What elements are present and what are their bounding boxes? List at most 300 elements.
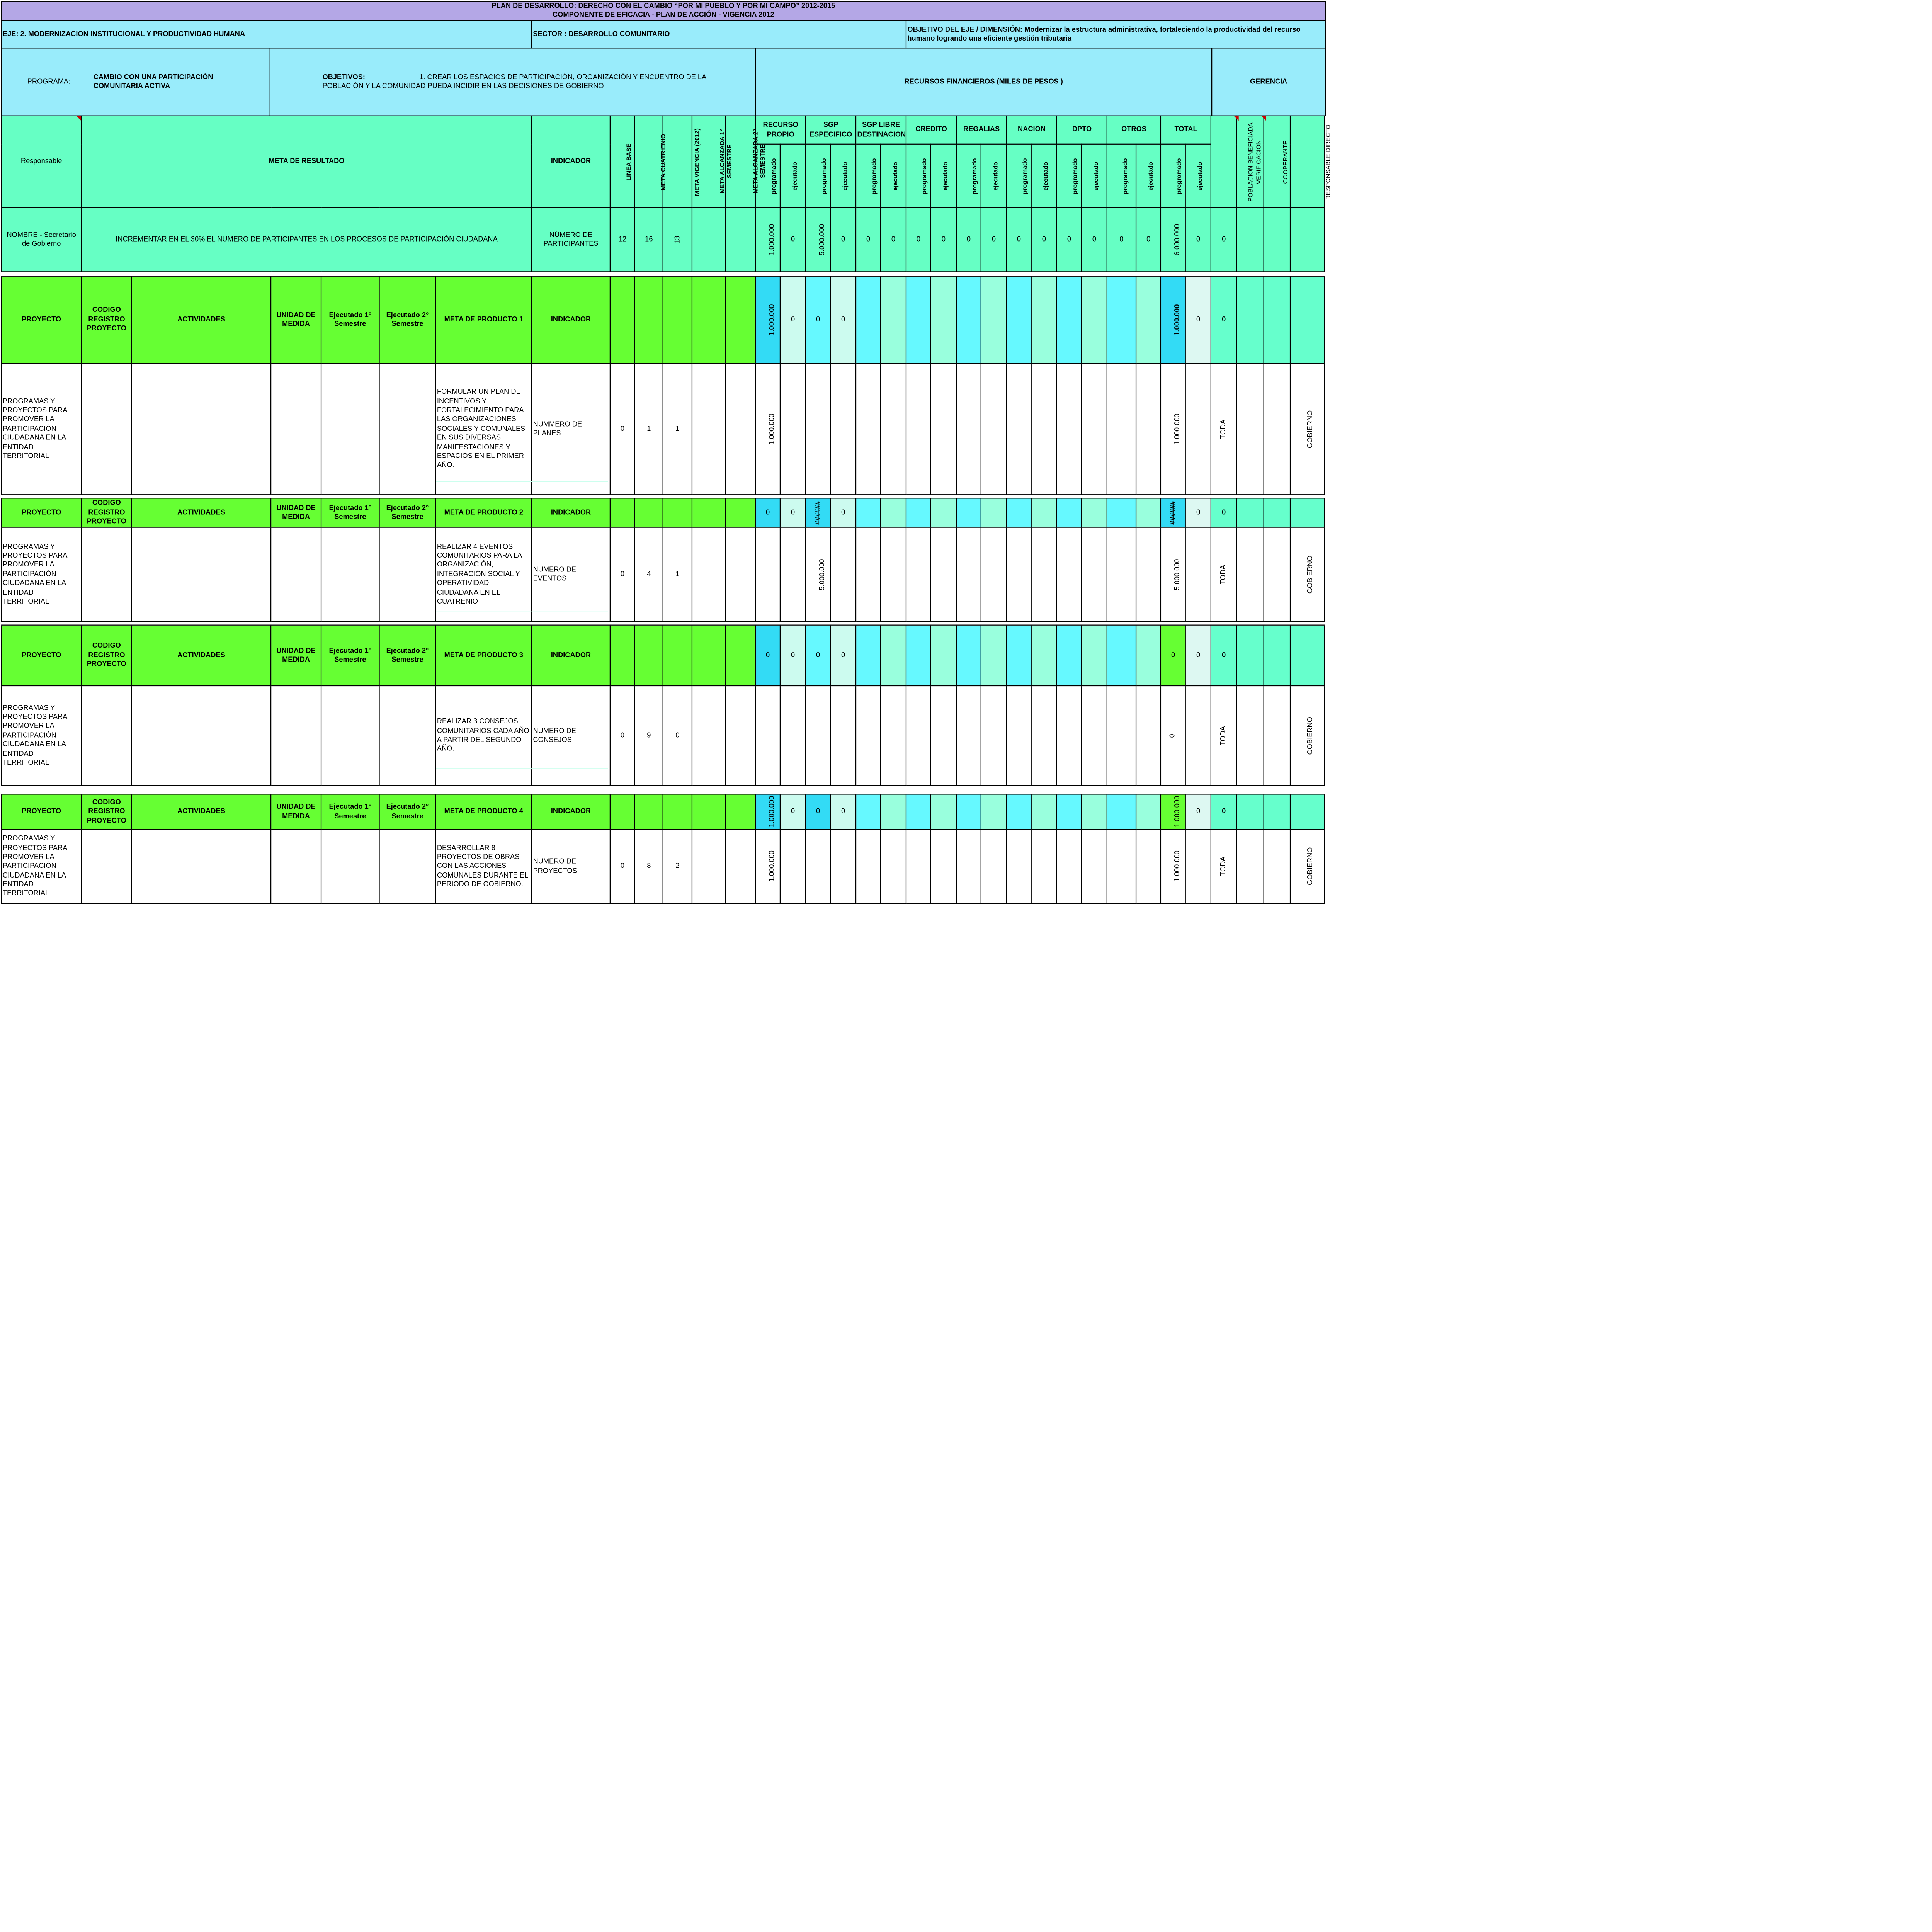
result-value: 0: [931, 207, 956, 272]
empty-cell: [1136, 276, 1161, 364]
rp-ejec: 0: [780, 276, 806, 364]
result-value: 0: [956, 207, 981, 272]
unidad-value: [271, 527, 321, 622]
empty-cell: [906, 364, 931, 495]
meta-cuatrienio-value: 9: [635, 686, 663, 786]
empty-cell: [856, 276, 881, 364]
sgp-prog: ######: [806, 498, 830, 527]
result-value: 0: [1107, 207, 1136, 272]
empty-cell: [1264, 527, 1290, 622]
empty-cell: [1264, 625, 1290, 686]
empty-cell: [1007, 794, 1031, 829]
subheader-ejecutado: ejecutado: [1136, 144, 1161, 207]
unidad-value: [271, 830, 321, 904]
empty-cell: [610, 276, 635, 364]
empty-cell: [1290, 625, 1325, 686]
empty-cell: [931, 830, 956, 904]
empty-cell: [635, 276, 663, 364]
empty-cell: [931, 527, 956, 622]
cell-underline: [436, 481, 608, 482]
header-dpto: DPTO: [1057, 116, 1107, 144]
sgp-prog: 0: [806, 625, 830, 686]
result-value: 0: [906, 207, 931, 272]
ej2-label: Ejecutado 2° Semestre: [379, 276, 436, 364]
empty-cell: [635, 498, 663, 527]
empty-cell: [981, 830, 1007, 904]
empty-cell: [906, 498, 931, 527]
meta-cuatrienio-value: 1: [635, 364, 663, 495]
subheader-programado: programado: [906, 144, 931, 207]
empty-cell: [881, 794, 906, 829]
gerencia-title: GERENCIA: [1212, 48, 1325, 116]
codigo-value: [82, 686, 132, 786]
rp-prog-value: [755, 527, 780, 622]
sgp-prog-value: 5.000.000: [806, 527, 830, 622]
codigo-label: CODIGO REGISTRO PROYECTO: [82, 794, 132, 829]
empty-cell: [1057, 794, 1082, 829]
empty-cell: [881, 276, 906, 364]
codigo-label: CODIGO REGISTRO PROYECTO: [82, 276, 132, 364]
codigo-label: CODIGO REGISTRO PROYECTO: [82, 625, 132, 686]
subheader-ejecutado: ejecutado: [981, 144, 1007, 207]
empty-cell: [1264, 276, 1290, 364]
empty-cell: [780, 830, 806, 904]
empty-cell: [1236, 364, 1264, 495]
empty-cell: [1264, 364, 1290, 495]
total-prog: 1.000.000: [1161, 794, 1185, 829]
total-prog-value: 5.000.000: [1161, 527, 1185, 622]
empty-cell: [1185, 686, 1211, 786]
empty-cell: [1236, 276, 1264, 364]
header-meta-alcanzada-1: META ALCANZADA 1° SEMESTRE: [692, 116, 726, 207]
actividades-value: [132, 830, 271, 904]
empty-cell: [1031, 625, 1057, 686]
empty-cell: [1264, 794, 1290, 829]
unidad-label: UNIDAD DE MEDIDA: [271, 276, 321, 364]
codigo-value: [82, 830, 132, 904]
empty-cell: [956, 276, 981, 364]
unidad-value: [271, 364, 321, 495]
proyecto-label: PROYECTO: [1, 498, 81, 527]
empty-cell: [635, 794, 663, 829]
rp-ejec: 0: [780, 794, 806, 829]
empty-cell: [956, 498, 981, 527]
empty-cell: [856, 625, 881, 686]
empty-cell: [830, 686, 856, 786]
empty-cell: [906, 625, 931, 686]
total-prog-value: 1.000.000: [1161, 830, 1185, 904]
result-verificacion: [1236, 207, 1264, 272]
subheader-ejecutado: ejecutado: [830, 144, 856, 207]
result-meta-cuatrienio: 16: [635, 207, 663, 272]
total-ejec: 0: [1185, 498, 1211, 527]
header-meta-vigencia: META VIGENCIA (2012): [663, 116, 692, 207]
empty-cell: [663, 498, 692, 527]
empty-cell: [1107, 276, 1136, 364]
empty-cell: [956, 527, 981, 622]
ej2-label: Ejecutado 2° Semestre: [379, 625, 436, 686]
sgp-ejec: 0: [830, 625, 856, 686]
rp-prog: 0: [755, 625, 780, 686]
result-poblacion: 0: [1211, 207, 1236, 272]
result-value: 0: [1082, 207, 1107, 272]
result-value: 0: [1136, 207, 1161, 272]
project-header-row: [1, 498, 1325, 527]
subheader-ejecutado: ejecutado: [881, 144, 906, 207]
recursos-title: RECURSOS FINANCIEROS (MILES DE PESOS ): [755, 48, 1212, 116]
empty-cell: [1264, 830, 1290, 904]
project-header-row: [1, 276, 1325, 364]
empty-cell: [1031, 794, 1057, 829]
empty-cell: [1290, 498, 1325, 527]
project-name: PROGRAMAS Y PROYECTOS PARA PROMOVER LA PARTICIPACIÓN CIUDADANA EN LA ENTIDAD TERRITORIAL: [1, 686, 81, 786]
header-cooperante: COOPERANTE: [1264, 116, 1290, 207]
comment-marker[interactable]: [1234, 116, 1238, 121]
poblacion-value: 0: [1211, 625, 1236, 686]
total-prog: ######: [1161, 498, 1185, 527]
empty-cell: [1031, 527, 1057, 622]
empty-cell: [726, 498, 756, 527]
codigo-value: [82, 364, 132, 495]
meta-producto-label: META DE PRODUCTO 1: [435, 276, 532, 364]
empty-cell: [1031, 498, 1057, 527]
empty-cell: [830, 527, 856, 622]
header-total: TOTAL: [1161, 116, 1211, 144]
rp-ejec: 0: [780, 498, 806, 527]
empty-cell: [1136, 686, 1161, 786]
subheader-ejecutado: ejecutado: [1082, 144, 1107, 207]
actividades-label: ACTIVIDADES: [132, 625, 271, 686]
subheader-programado: programado: [1107, 144, 1136, 207]
empty-cell: [1057, 276, 1082, 364]
actividades-label: ACTIVIDADES: [132, 276, 271, 364]
empty-cell: [830, 830, 856, 904]
empty-cell: [1057, 625, 1082, 686]
result-rp-ejec: 0: [780, 207, 806, 272]
empty-cell: [1136, 498, 1161, 527]
sgp-ejec: 0: [830, 498, 856, 527]
empty-cell: [780, 527, 806, 622]
result-value: 0: [1057, 207, 1082, 272]
empty-cell: [1057, 364, 1082, 495]
empty-cell: [856, 830, 881, 904]
rp-prog: 1.000.000: [755, 794, 780, 829]
empty-cell: [931, 794, 956, 829]
empty-cell: [692, 686, 726, 786]
empty-cell: [1007, 527, 1031, 622]
empty-cell: [856, 364, 881, 495]
empty-cell: [856, 686, 881, 786]
meta-cuatrienio-value: 4: [635, 527, 663, 622]
empty-cell: [1031, 276, 1057, 364]
empty-cell: [1057, 830, 1082, 904]
subheader-ejecutado: ejecutado: [931, 144, 956, 207]
proyecto-label: PROYECTO: [1, 625, 81, 686]
total-prog: 1.000.000: [1161, 276, 1185, 364]
actividades-value: [132, 527, 271, 622]
empty-cell: [1107, 794, 1136, 829]
responsable-directo-text: GOBIERNO: [1290, 830, 1325, 904]
empty-cell: [1082, 830, 1107, 904]
empty-cell: [1031, 364, 1057, 495]
meta-producto-label: META DE PRODUCTO 4: [435, 794, 532, 829]
empty-cell: [1290, 794, 1325, 829]
empty-cell: [1264, 686, 1290, 786]
sgp-prog-value: [806, 686, 830, 786]
empty-cell: [956, 364, 981, 495]
rp-prog-value: 1.000.000: [755, 364, 780, 495]
project-name: PROGRAMAS Y PROYECTOS PARA PROMOVER LA PARTICIPACIÓN CIUDADANA EN LA ENTIDAD TERRITORIAL: [1, 830, 81, 904]
ej2-label: Ejecutado 2° Semestre: [379, 794, 436, 829]
actividades-label: ACTIVIDADES: [132, 498, 271, 527]
empty-cell: [1185, 527, 1211, 622]
empty-cell: [1107, 830, 1136, 904]
empty-cell: [1031, 830, 1057, 904]
empty-cell: [1057, 527, 1082, 622]
result-meta: INCREMENTAR EN EL 30% EL NUMERO DE PARTICIPANTES EN LOS PROCESOS DE PARTICIPACIÓN CIUDADANA: [82, 207, 532, 272]
empty-cell: [1185, 364, 1211, 495]
empty-cell: [726, 364, 756, 495]
empty-cell: [692, 625, 726, 686]
meta-cuatrienio-value: 8: [635, 830, 663, 904]
linea-base-value: 0: [610, 830, 635, 904]
linea-base-value: 0: [610, 527, 635, 622]
empty-cell: [1082, 686, 1107, 786]
empty-cell: [726, 830, 756, 904]
empty-cell: [726, 527, 756, 622]
empty-cell: [692, 527, 726, 622]
rp-prog-value: [755, 686, 780, 786]
total-ejec: 0: [1185, 625, 1211, 686]
empty-cell: [692, 364, 726, 495]
ej1-label: Ejecutado 1° Semestre: [321, 625, 379, 686]
project-detail-row: [1, 830, 1325, 904]
indicador-text: NUMERO DE CONSEJOS: [532, 686, 610, 786]
rp-ejec: 0: [780, 625, 806, 686]
header-responsable: Responsable: [1, 116, 81, 207]
eje-table: [1, 20, 1326, 48]
empty-cell: [1236, 830, 1264, 904]
ej1-value: [321, 527, 379, 622]
meta-producto-text: FORMULAR UN PLAN DE INCENTIVOS Y FORTALECIMIENTO PARA LAS ORGANIZACIONES SOCIALES Y COMUNALES EN SUS DIVERSAS MANIFESTACIONES Y ESPACIOS EN EL PRIMER AÑO.: [435, 364, 532, 495]
meta-vigencia-value: 2: [663, 830, 692, 904]
empty-cell: [1136, 364, 1161, 495]
header-meta-cuatrienio: META CUATRIENIO: [635, 116, 663, 207]
poblacion-value: 0: [1211, 498, 1236, 527]
page-title: PLAN DE DESARROLLO: DERECHO CON EL CAMBIO “POR MI PUEBLO Y POR MI CAMPO” 2012-2015 COMPONENTE DE EFICACIA - PLAN DE ACCIÓN - VIGENCIA 2012: [1, 1, 1325, 20]
empty-cell: [780, 364, 806, 495]
empty-cell: [931, 276, 956, 364]
empty-cell: [1057, 498, 1082, 527]
total-prog-value: 0: [1161, 686, 1185, 786]
empty-cell: [726, 794, 756, 829]
header-recurso-propio: RECURSO PROPIO: [755, 116, 806, 144]
project-name: PROGRAMAS Y PROYECTOS PARA PROMOVER LA PARTICIPACIÓN CIUDADANA EN LA ENTIDAD TERRITORIAL: [1, 527, 81, 622]
empty-cell: [1082, 625, 1107, 686]
subheader-programado: programado: [1161, 144, 1185, 207]
empty-cell: [692, 498, 726, 527]
indicador-label: INDICADOR: [532, 794, 610, 829]
result-cooperante: [1264, 207, 1290, 272]
empty-cell: [1107, 625, 1136, 686]
codigo-value: [82, 527, 132, 622]
ej2-value: [379, 686, 436, 786]
header-meta-resultado: META DE RESULTADO: [82, 116, 532, 207]
empty-cell: [1236, 498, 1264, 527]
empty-cell: [1007, 830, 1031, 904]
empty-cell: [1082, 364, 1107, 495]
ej1-value: [321, 830, 379, 904]
empty-cell: [663, 625, 692, 686]
ej2-label: Ejecutado 2° Semestre: [379, 498, 436, 527]
empty-cell: [956, 625, 981, 686]
rp-prog-value: 1.000.000: [755, 830, 780, 904]
subheader-programado: programado: [806, 144, 830, 207]
separator: [1, 786, 1325, 794]
empty-cell: [1107, 527, 1136, 622]
empty-cell: [726, 276, 756, 364]
result-value: 0: [1031, 207, 1057, 272]
empty-cell: [1107, 686, 1136, 786]
subheader-ejecutado: ejecutado: [1031, 144, 1057, 207]
sgp-ejec: 0: [830, 276, 856, 364]
header-indicador: INDICADOR: [532, 116, 610, 207]
indicador-text: NUMERO DE EVENTOS: [532, 527, 610, 622]
meta-producto-label: META DE PRODUCTO 3: [435, 625, 532, 686]
actividades-label: ACTIVIDADES: [132, 794, 271, 829]
poblacion-value: 0: [1211, 276, 1236, 364]
subheader-programado: programado: [1057, 144, 1082, 207]
empty-cell: [692, 276, 726, 364]
empty-cell: [981, 364, 1007, 495]
objetivos-cell: OBJETIVOS: 1. CREAR LOS ESPACIOS DE PARTICIPACIÓN, ORGANIZACIÓN Y ENCUENTRO DE LA POBLACIÓN Y LA COMUNIDAD PUEDA INCIDIR EN LAS DECISIONES DE GOBIERNO: [270, 48, 755, 116]
ej2-value: [379, 830, 436, 904]
responsable-directo-text: GOBIERNO: [1290, 364, 1325, 495]
header-sgp-especifico: SGP ESPECIFICO: [806, 116, 856, 144]
empty-cell: [881, 625, 906, 686]
total-prog: 0: [1161, 625, 1185, 686]
empty-cell: [1136, 527, 1161, 622]
empty-cell: [981, 686, 1007, 786]
empty-cell: [1007, 625, 1031, 686]
total-ejec: 0: [1185, 276, 1211, 364]
empty-cell: [726, 625, 756, 686]
comment-marker[interactable]: [77, 116, 81, 121]
header-credito: CREDITO: [906, 116, 956, 144]
linea-base-value: 0: [610, 686, 635, 786]
empty-cell: [981, 625, 1007, 686]
objetivo-eje-cell: OBJETIVO DEL EJE / DIMENSIÓN: Modernizar la estructura administrativa, fortaleciendo la productividad del recurso humano logrando una eficiente gestión tributaria: [906, 21, 1325, 48]
comment-marker[interactable]: [1262, 116, 1266, 121]
empty-cell: [956, 686, 981, 786]
project-header-row: [1, 794, 1325, 829]
project-detail-row: [1, 686, 1325, 786]
header-verificacion: VERIFICACION: [1236, 116, 1264, 207]
subheader-ejecutado: ejecutado: [780, 144, 806, 207]
empty-cell: [1082, 794, 1107, 829]
total-ejec: 0: [1185, 794, 1211, 829]
empty-cell: [881, 830, 906, 904]
total-prog-value: 1.000.000: [1161, 364, 1185, 495]
proyecto-label: PROYECTO: [1, 794, 81, 829]
result-value: 0: [881, 207, 906, 272]
empty-cell: [1007, 498, 1031, 527]
sgp-prog-value: [806, 830, 830, 904]
result-rp-prog: 1.000.000: [755, 207, 780, 272]
separator: [1, 622, 1325, 625]
poblacion-text: TODA: [1211, 364, 1236, 495]
empty-cell: [881, 527, 906, 622]
result-indicador: NÚMERO DE PARTICIPANTES: [532, 207, 610, 272]
result-meta-alc2: [726, 207, 756, 272]
empty-cell: [1136, 794, 1161, 829]
ej2-value: [379, 527, 436, 622]
empty-cell: [1264, 498, 1290, 527]
subheader-programado: programado: [1007, 144, 1031, 207]
programa-cell: PROGRAMA: CAMBIO CON UNA PARTICIPACIÓN COMUNITARIA ACTIVA: [1, 48, 270, 116]
empty-cell: [881, 498, 906, 527]
actividades-value: [132, 364, 271, 495]
result-responsable-directo: [1290, 207, 1325, 272]
unidad-label: UNIDAD DE MEDIDA: [271, 498, 321, 527]
ej1-value: [321, 364, 379, 495]
empty-cell: [1185, 830, 1211, 904]
separator: [1, 495, 1325, 498]
empty-cell: [931, 364, 956, 495]
empty-cell: [780, 686, 806, 786]
indicador-label: INDICADOR: [532, 276, 610, 364]
empty-cell: [663, 276, 692, 364]
result-linea-base: 12: [610, 207, 635, 272]
codigo-label: CODIGO REGISTRO PROYECTO: [82, 498, 132, 527]
empty-cell: [1082, 498, 1107, 527]
empty-cell: [931, 625, 956, 686]
empty-cell: [906, 527, 931, 622]
meta-vigencia-value: 0: [663, 686, 692, 786]
eje-cell: EJE: 2. MODERNIZACION INSTITUCIONAL Y PRODUCTIVIDAD HUMANA: [1, 21, 532, 48]
meta-producto-label: META DE PRODUCTO 2: [435, 498, 532, 527]
sector-cell: SECTOR : DESARROLLO COMUNITARIO: [532, 21, 906, 48]
indicador-text: NUMERO DE PROYECTOS: [532, 830, 610, 904]
empty-cell: [692, 794, 726, 829]
empty-cell: [981, 276, 1007, 364]
poblacion-text: TODA: [1211, 830, 1236, 904]
empty-cell: [610, 498, 635, 527]
proyecto-label: PROYECTO: [1, 276, 81, 364]
cell-underline: [436, 768, 608, 769]
empty-cell: [1031, 686, 1057, 786]
header-regalias: REGALIAS: [956, 116, 1007, 144]
empty-cell: [881, 686, 906, 786]
main-table: [1, 116, 1332, 904]
empty-cell: [1136, 830, 1161, 904]
empty-cell: [856, 498, 881, 527]
result-value: 0: [856, 207, 881, 272]
subheader-programado: programado: [956, 144, 981, 207]
poblacion-text: TODA: [1211, 527, 1236, 622]
indicador-text: NUMMERO DE PLANES: [532, 364, 610, 495]
subheader-programado: programado: [856, 144, 881, 207]
empty-cell: [856, 527, 881, 622]
indicador-label: INDICADOR: [532, 625, 610, 686]
header-linea-base: LINEA BASE: [610, 116, 635, 207]
rp-prog: 1.000.000: [755, 276, 780, 364]
unidad-label: UNIDAD DE MEDIDA: [271, 794, 321, 829]
responsable-directo-text: GOBIERNO: [1290, 686, 1325, 786]
meta-vigencia-value: 1: [663, 364, 692, 495]
meta-vigencia-value: 1: [663, 527, 692, 622]
empty-cell: [906, 830, 931, 904]
